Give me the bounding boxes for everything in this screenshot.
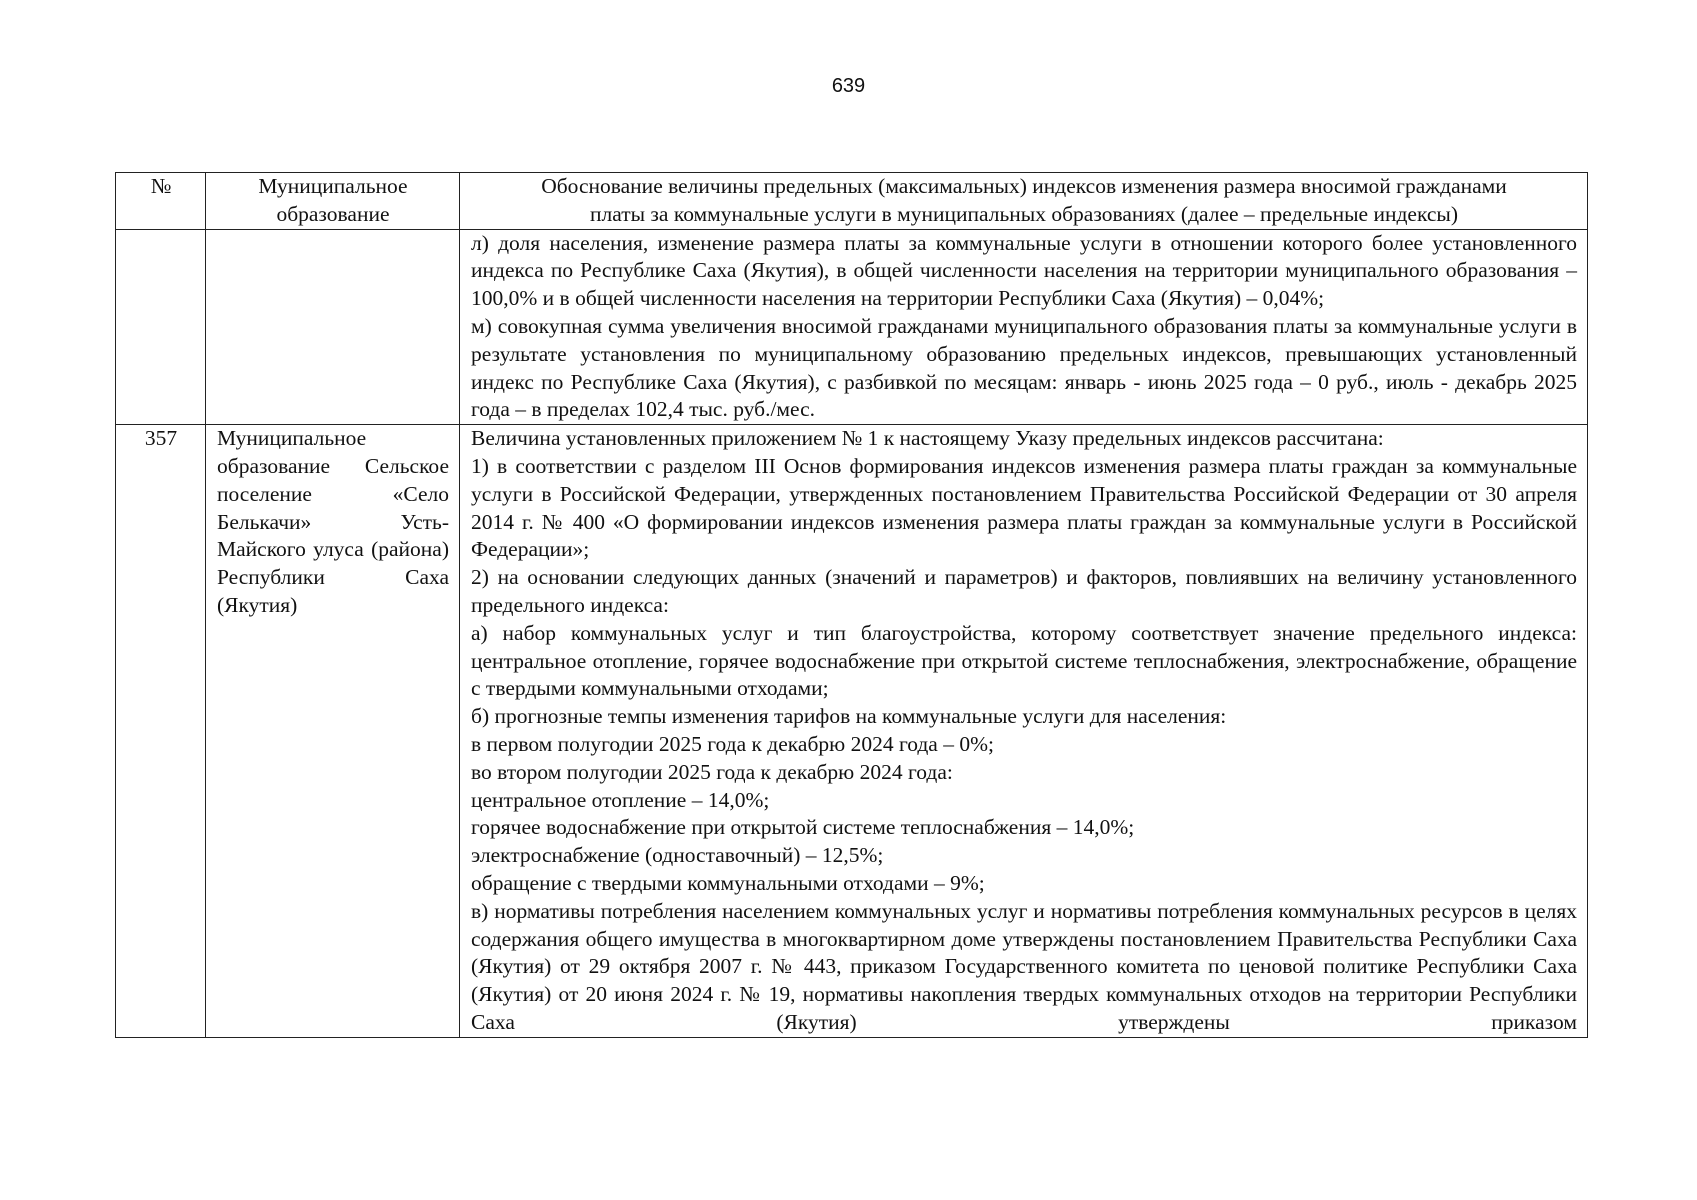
paragraph-b-waste: обращение с твердыми коммунальными отходами – 9%; <box>471 870 985 895</box>
table-header-row <box>116 173 1588 230</box>
paragraph-b-hot-water: горячее водоснабжение при открытой системе теплоснабжения – 14,0%; <box>471 815 1135 840</box>
header-municipality <box>206 173 460 230</box>
row-justification-cell <box>460 425 1588 1038</box>
paragraph-2: 2) на основании следующих данных (значений и параметров) и факторов, повлиявших на величину установленного предельного индекса: <box>471 565 1577 617</box>
paragraph-b-electricity: электроснабжение (одноставочный) – 12,5%; <box>471 843 884 868</box>
paragraph-a: а) набор коммунальных услуг и тип благоустройства, которому соответствует значение предельного индекса: центральное отопление, горячее водоснабжение при открытой системе теплоснабжения, электроснабжение, обращение с твердыми коммунальными отходами; <box>471 620 1577 701</box>
row-number-cell <box>116 229 206 425</box>
municipal-index-table <box>115 172 1588 1038</box>
table-row <box>116 229 1588 425</box>
paragraph-1: 1) в соответствии с разделом III Основ формирования индексов изменения размера платы граждан за коммунальные услуги в Российской Федерации, утвержденных постановлением Правительства Российской Федерации от 30 апреля 2014 г. № 400 «О формировании индексов изменения размера платы граждан за коммунальные услуги в Российской Федерации»; <box>471 453 1577 562</box>
paragraph-b-second-half: во втором полугодии 2025 года к декабрю 2024 года: <box>471 759 953 784</box>
header-number-label: № <box>150 174 172 198</box>
row-number-cell: 357 <box>116 425 206 1038</box>
table-row <box>116 425 1588 1038</box>
header-number <box>116 173 206 230</box>
row-municipality-cell: Муниципальное образование Сельское поселение «Село Белькачи» Усть-Майского улуса (района) Республики Саха (Якутия) <box>206 425 460 1038</box>
paragraph-m: м) совокупная сумма увеличения вносимой гражданами муниципального образования платы за коммунальные услуги в результате установления по муниципальному образованию предельных индексов, превышающих установленный индекс по Республике Саха (Якутия), с разбивкой по месяцам: январь - июнь 2025 года – 0 руб., июль - декабрь 2025 года – в пределах 102,4 тыс. руб./мес. <box>471 313 1577 422</box>
header-municipality-line-2: образование <box>276 201 390 226</box>
paragraph-intro: Величина установленных приложением № 1 к настоящему Указу предельных индексов рассчитана: <box>471 426 1384 451</box>
header-municipality-line-1: Муниципальное <box>258 174 408 198</box>
header-justification-line-1: Обоснование величины предельных (максимальных) индексов изменения размера вносимой гражданами <box>541 174 1507 198</box>
row-justification-cell <box>460 229 1588 425</box>
paragraph-v: в) нормативы потребления населением коммунальных услуг и нормативы потребления коммунальных ресурсов в целях содержания общего имущества в многоквартирном доме утверждены постановлением Правительства Республики Саха (Якутия) от 29 октября 2007 г. № 443, приказом Государственного комитета по ценовой политике Республики Саха (Якутия) от 20 июня 2024 г. № 19, нормативы накопления твердых коммунальных отходов на территории Республики Саха (Якутия) утверждены приказом <box>471 898 1577 1034</box>
header-justification-line-2: платы за коммунальные услуги в муниципальных образованиях (далее – предельные индексы) <box>590 201 1458 226</box>
paragraph-b: б) прогнозные темпы изменения тарифов на коммунальные услуги для населения: <box>471 704 1227 729</box>
paragraph-b-first-half: в первом полугодии 2025 года к декабрю 2024 года – 0%; <box>471 731 994 756</box>
paragraph-l: л) доля населения, изменение размера платы за коммунальные услуги в отношении которого более установленного индекса по Республике Саха (Якутия), в общей численности населения на территории муниципального образования – 100,0% и в общей численности населения на территории Республики Саха (Якутия) – 0,04%; <box>471 230 1577 311</box>
header-justification <box>460 173 1588 230</box>
paragraph-b-heating: центральное отопление – 14,0%; <box>471 787 770 812</box>
page-number: 639 <box>831 75 866 97</box>
row-municipality-cell <box>206 229 460 425</box>
